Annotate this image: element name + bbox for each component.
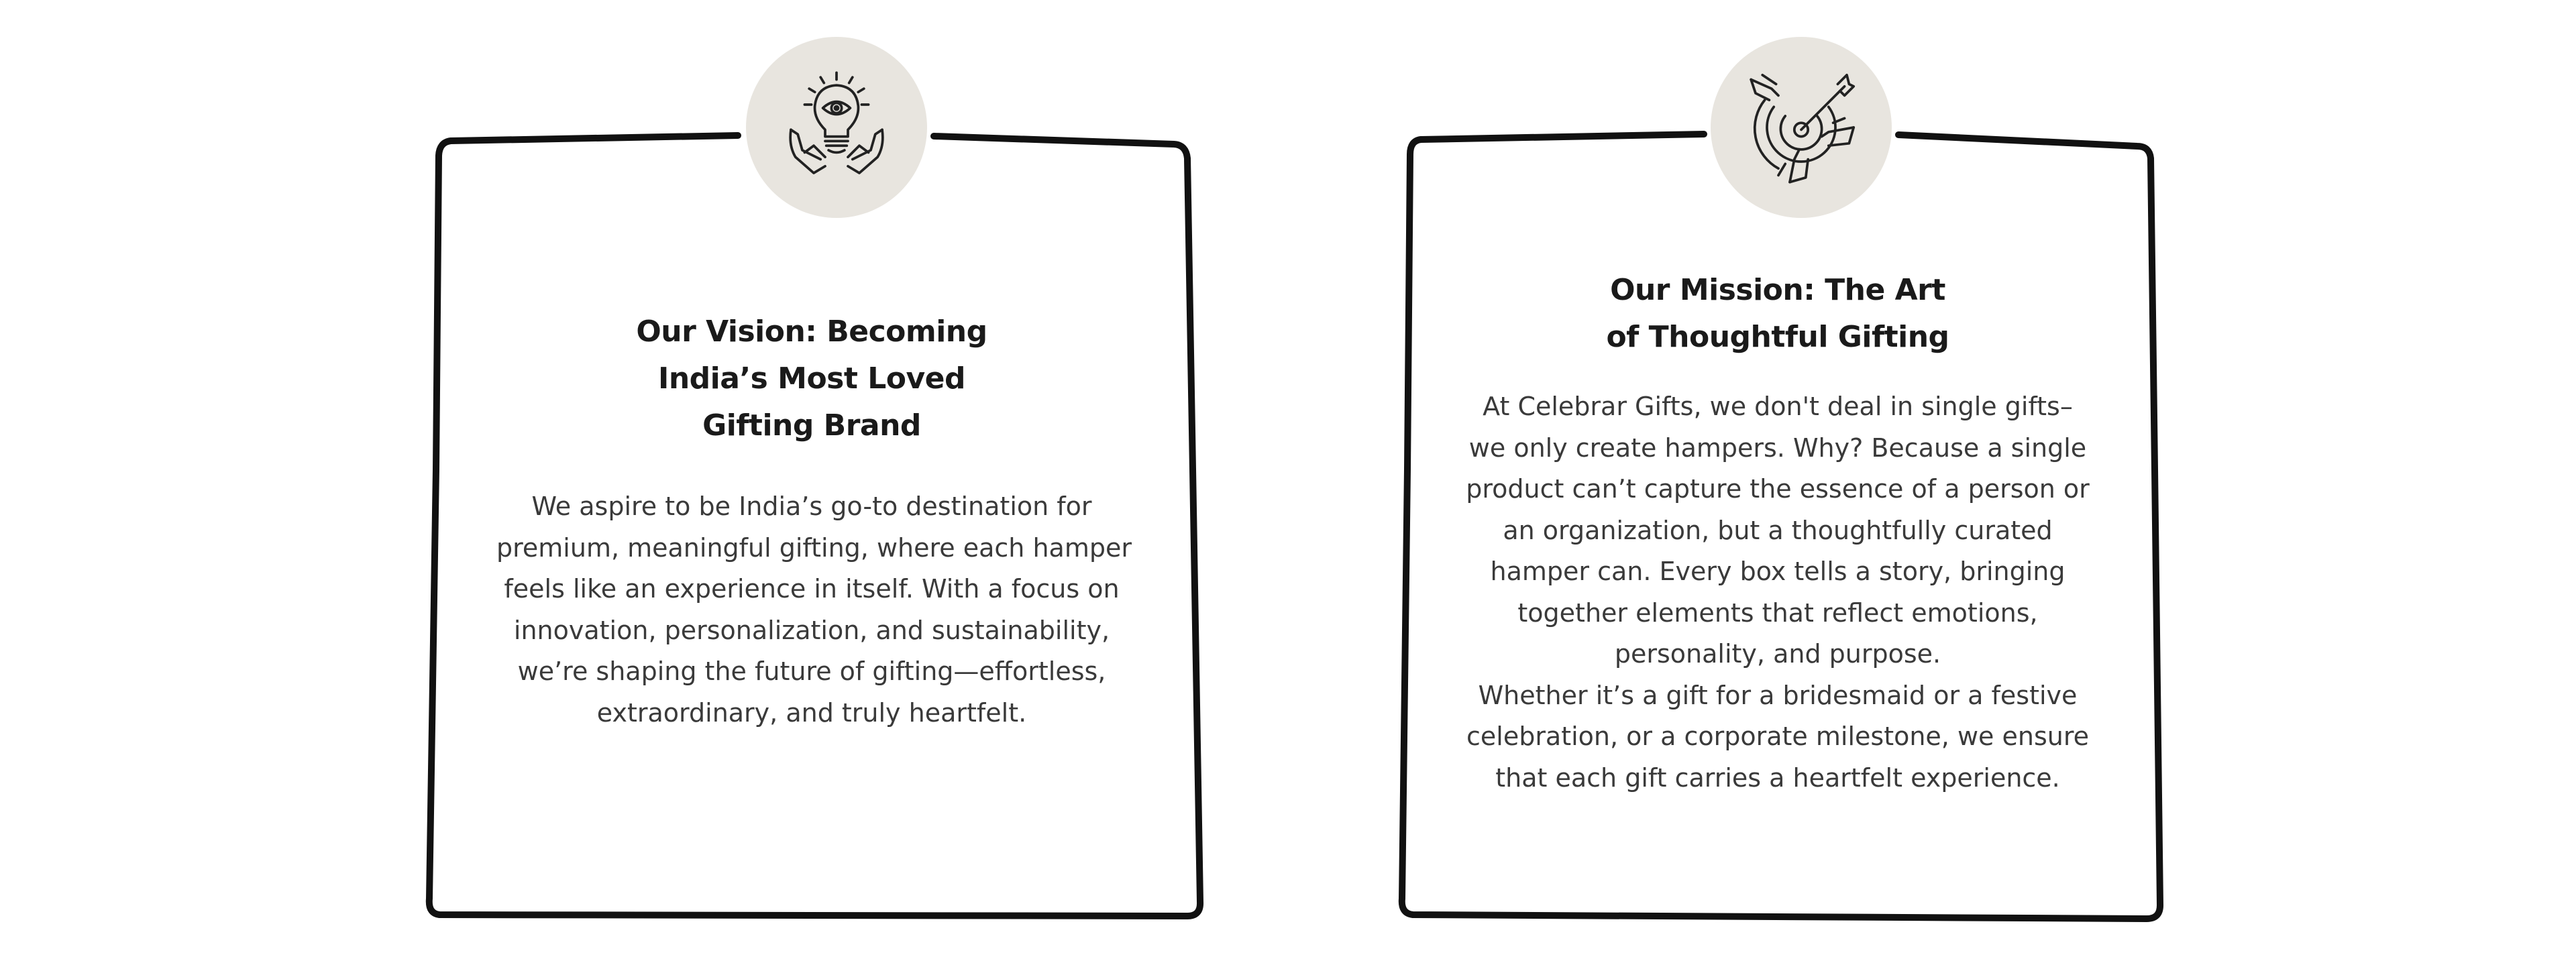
mission-body-line: Whether it’s a gift for a bridesmaid or a festive (1478, 680, 2078, 710)
mission-icon-badge (1711, 37, 1892, 218)
vision-body-line: feels like an experience in itself. With a focus on (504, 574, 1120, 604)
vision-body-line: premium, meaningful gifting, where each hamper (496, 532, 1132, 563)
mission-title (1449, 267, 2106, 361)
vision-body (496, 486, 1132, 734)
lightbulb-eye-hands-icon (780, 70, 894, 184)
vision-body-line: innovation, personalization, and sustainability, (513, 615, 1110, 645)
vision-body-line: we’re shaping the future of gifting—effortless, (517, 657, 1106, 686)
mission-body-line: hamper can. Every box tells a story, bringing (1490, 557, 2065, 586)
mission-body-line: personality, and purpose. (1614, 639, 1941, 669)
mission-title-line: Our Mission: The Art (1610, 273, 1945, 307)
mission-body-line: together elements that reflect emotions, (1517, 598, 2038, 628)
mission-body (1449, 386, 2106, 799)
mission-body-line: that each gift carries a heartfelt experience. (1495, 762, 2060, 793)
vision-content (496, 308, 1132, 734)
vision-title (496, 308, 1127, 449)
mission-body-line: we only create hampers. Why? Because a single (1468, 433, 2087, 463)
mission-title-line: of Thoughtful Gifting (1606, 320, 1949, 354)
mission-body-line: At Celebrar Gifts, we don't deal in single gifts– (1483, 392, 2073, 421)
vision-title-line: India’s Most Loved (657, 361, 966, 396)
mission-body-line: celebration, or a corporate milestone, we ensure (1466, 722, 2090, 751)
vision-card (402, 0, 1221, 965)
vision-icon-badge (746, 37, 927, 218)
mission-content (1449, 267, 2106, 799)
vision-title-line: Our Vision: Becoming (636, 315, 987, 349)
vision-title-line: Gifting Brand (702, 408, 921, 443)
vision-body-line: We aspire to be India’s go-to destination for (531, 492, 1092, 521)
target-hands-icon (1744, 70, 1858, 184)
vision-body-line: extraordinary, and truly heartfelt. (596, 697, 1027, 728)
mission-body-line: an organization, but a thoughtfully curated (1503, 515, 2053, 545)
mission-body-line: product can’t capture the essence of a person or (1466, 474, 2090, 504)
mission-card (1368, 0, 2187, 965)
